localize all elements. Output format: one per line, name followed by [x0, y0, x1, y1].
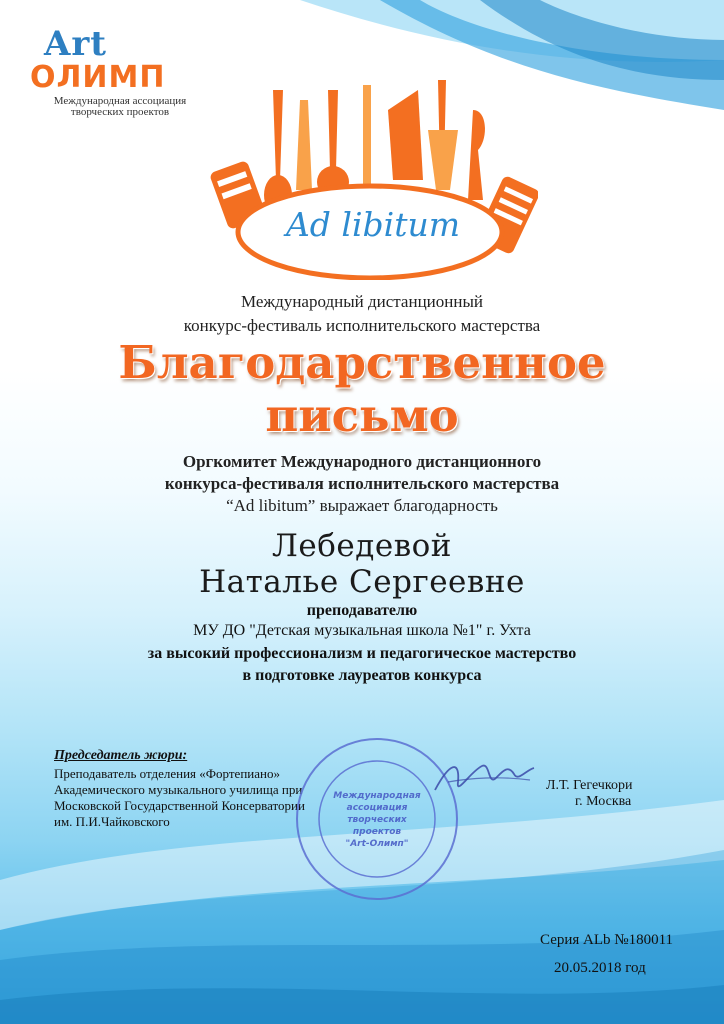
jury-line-4: им. П.И.Чайковского	[54, 814, 170, 829]
recipient-reason-line-1: за высокий профессионализм и педагогическое мастерство	[147, 645, 577, 662]
jury-title: Председатель жюри:	[54, 748, 188, 763]
logo-art-text: Art	[44, 24, 107, 64]
logo-subtitle	[32, 96, 208, 118]
logo-subtitle-line-2: творческих проектов	[70, 106, 170, 118]
recipient-position: преподавателю	[306, 602, 418, 619]
organizer-line-1: Оргкомитет Международного дистанционного	[182, 452, 542, 471]
recipient-given-names: Наталье Сергеевне	[199, 564, 525, 600]
instruments-emblem-icon	[188, 70, 538, 280]
jury-line-2: Академического музыкального училища при	[54, 782, 303, 797]
recipient-school: МУ ДО "Детская музыкальная школа №1" г. Ухта	[193, 622, 531, 639]
signatory-city: г. Москва	[575, 794, 632, 809]
emblem-title: Ad libitum	[285, 205, 461, 244]
intro-line-1: Международный дистанционный	[241, 292, 483, 311]
intro-line-2: конкурс-фестиваль исполнительского мастерства	[183, 316, 541, 335]
seal-line-1: Международная	[333, 791, 421, 801]
seal-line-3: творческих	[347, 815, 407, 825]
document-title-line-1: Благодарственное	[118, 336, 606, 389]
organizer-line-3: “Ad libitum” выражает благодарность	[226, 496, 498, 515]
signatory-name: Л.Т. Гегечкори	[546, 778, 633, 793]
certificate-series: Серия ALb №180011	[540, 932, 674, 948]
recipient-surname: Лебедевой	[272, 528, 452, 564]
jury-line-3: Московской Государственной Консерватории	[54, 798, 305, 813]
jury-line-1: Преподаватель отделения «Фортепиано»	[54, 766, 280, 781]
logo-subtitle-line-1: Международная ассоциация	[53, 95, 187, 107]
signature-icon	[430, 752, 540, 802]
seal-line-4: проектов	[352, 827, 402, 837]
certificate-date: 20.05.2018 год	[554, 960, 646, 976]
document-title-line-2: письмо	[265, 389, 459, 442]
seal-line-5: "Art-Олимп"	[345, 839, 409, 849]
recipient-reason-line-2: в подготовке лауреатов конкурса	[242, 667, 482, 684]
seal-line-2: ассоциация	[346, 803, 408, 813]
organizer-line-2: конкурса-фестиваля исполнительского мастерства	[164, 474, 560, 493]
logo-olymp-text: ОЛИМП	[30, 60, 166, 95]
